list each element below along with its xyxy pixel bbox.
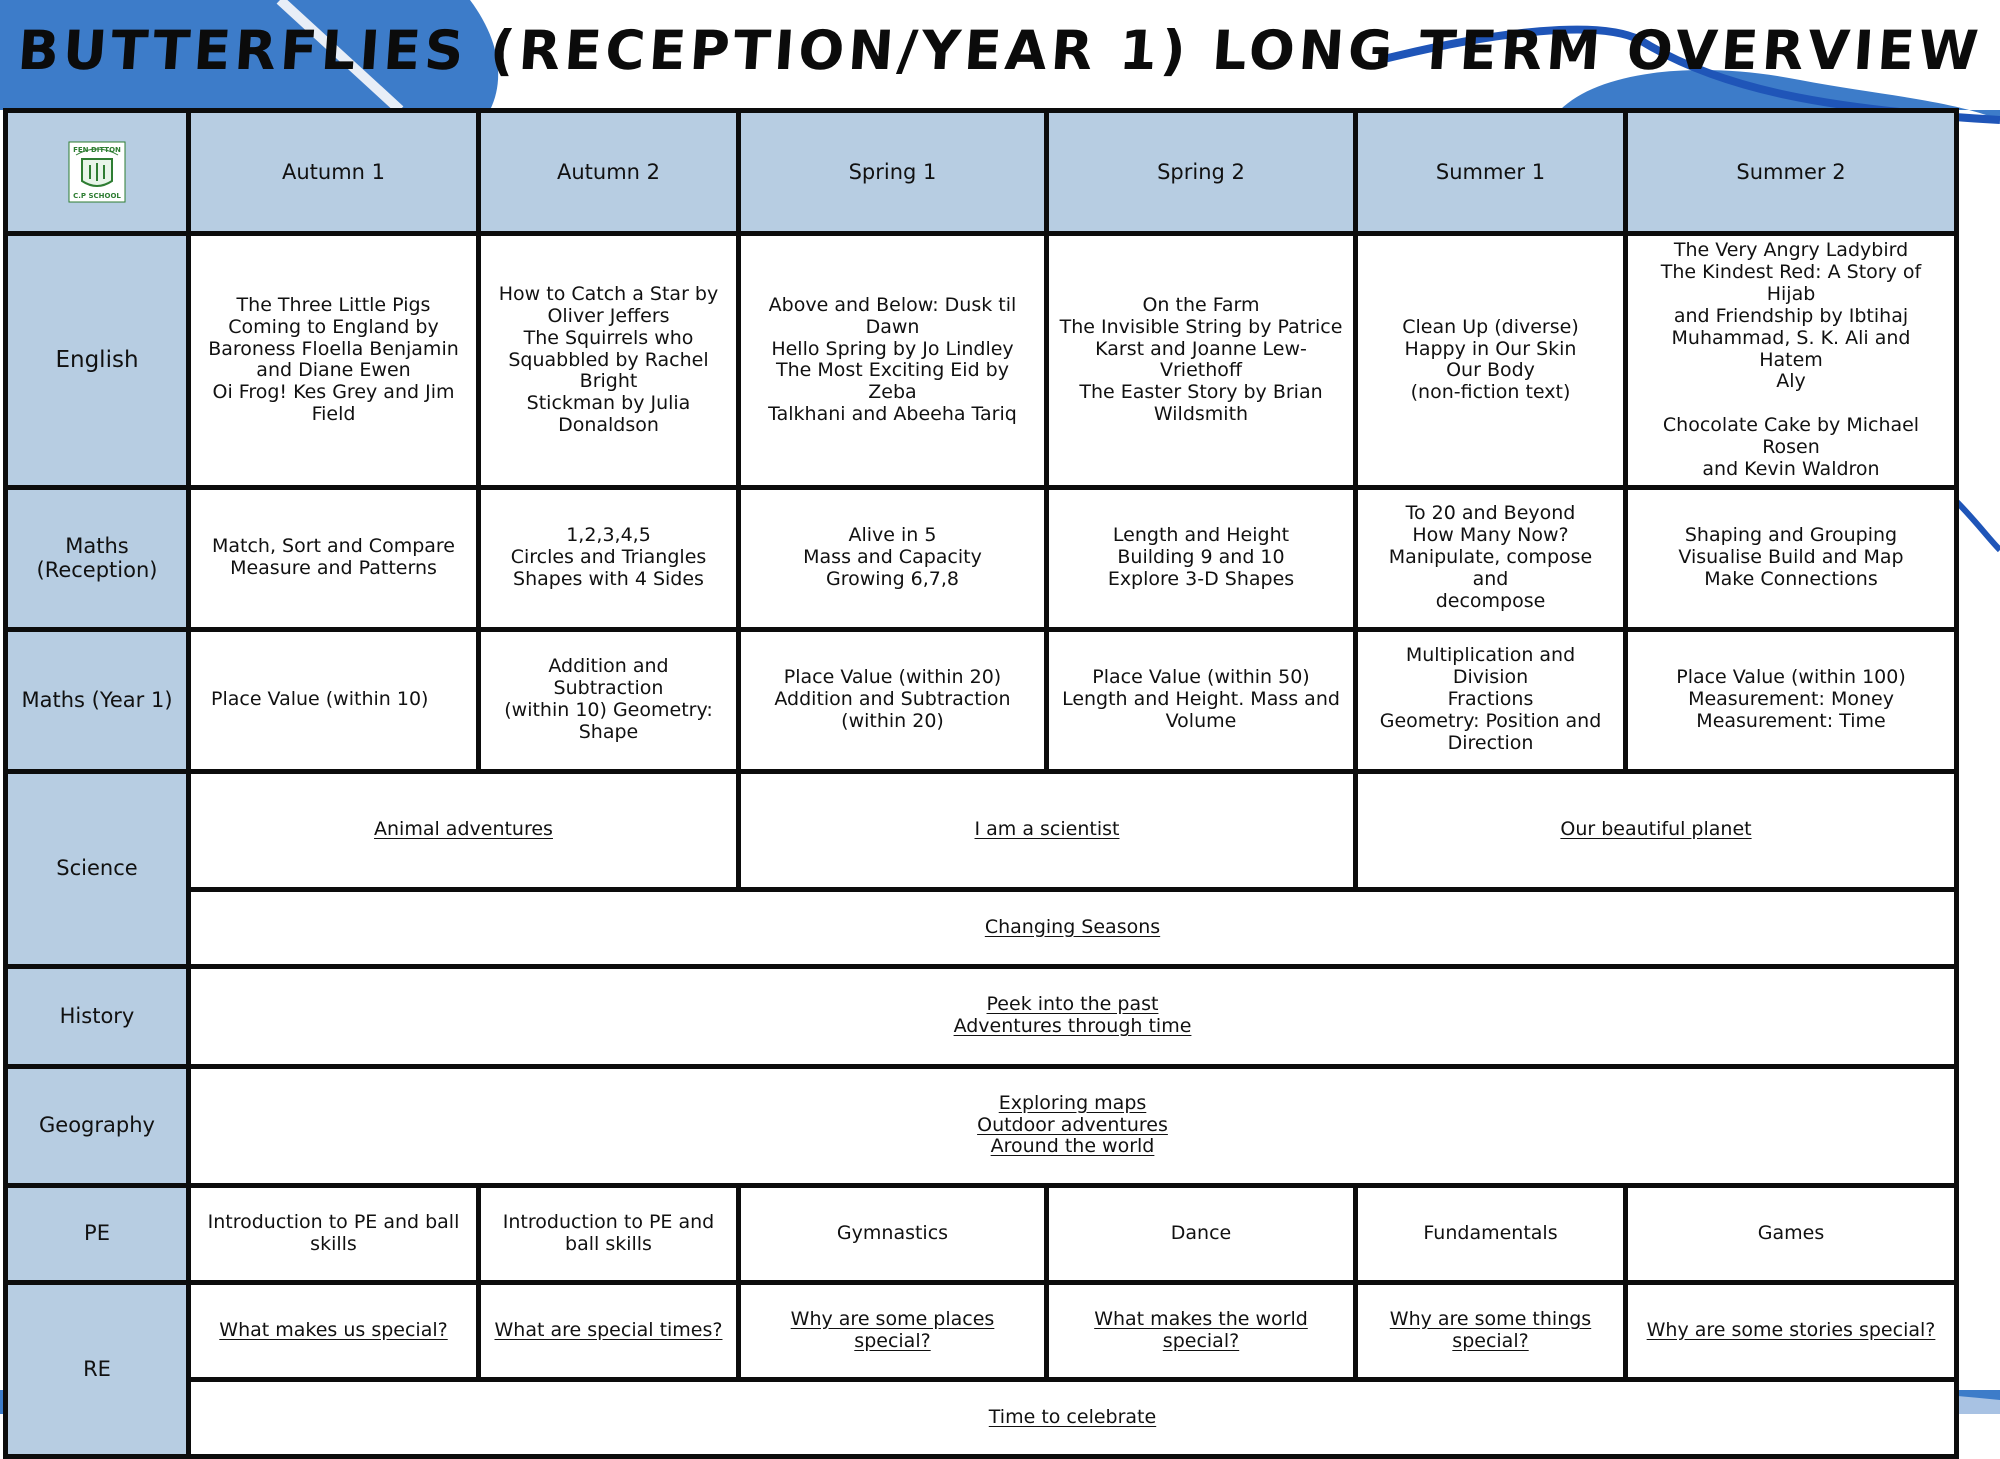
history-row (6, 966, 1957, 1066)
science-row-terms (6, 771, 1957, 889)
geography-link[interactable]: Exploring maps Outdoor adventures Around the world (977, 1091, 1168, 1158)
subject-maths-year1: Maths (Year 1) (6, 629, 189, 771)
geography-row (6, 1066, 1957, 1185)
school-logo-cell (6, 111, 189, 234)
science-summer-link[interactable]: Our beautiful planet (1560, 818, 1752, 841)
science-summer (1356, 771, 1957, 889)
subject-science: Science (6, 771, 189, 966)
pe-autumn-2: Introduction to PE and ball skills (479, 1185, 739, 1282)
history-year (189, 966, 1957, 1066)
pe-spring-2: Dance (1047, 1185, 1356, 1282)
maths-reception-summer-1: To 20 and Beyond How Many Now? Manipulate, compose and decompose (1356, 487, 1626, 629)
re-summer-2 (1626, 1282, 1957, 1379)
svg-text:C.P SCHOOL: C.P SCHOOL (73, 192, 121, 201)
science-autumn (189, 771, 739, 889)
maths-reception-summer-2: Shaping and Grouping Visualise Build and Map Make Connections (1626, 487, 1957, 629)
term-header-spring-1: Spring 1 (739, 111, 1047, 234)
re-summer-1 (1356, 1282, 1626, 1379)
subject-english: English (6, 234, 189, 487)
maths-year1-summer-2: Place Value (within 100) Measurement: Money Measurement: Time (1626, 629, 1957, 771)
re-autumn-2-link[interactable]: What are special times? (494, 1318, 723, 1341)
english-autumn-1: The Three Little Pigs Coming to England by Baroness Floella Benjamin and Diane Ewen Oi Frog! Kes Grey and Jim Field (189, 234, 479, 487)
science-spring (739, 771, 1356, 889)
page-title: BUTTERFLIES (RECEPTION/YEAR 1) LONG TERM OVERVIEW (15, 18, 1985, 82)
pe-autumn-1: Introduction to PE and ball skills (189, 1185, 479, 1282)
term-header-autumn-2: Autumn 2 (479, 111, 739, 234)
science-year (189, 889, 1957, 966)
re-summer-1-link[interactable]: Why are some things special? (1389, 1307, 1592, 1352)
subject-maths-reception: Maths (Reception) (6, 487, 189, 629)
re-autumn-1-link[interactable]: What makes us special? (219, 1318, 448, 1341)
term-header-summer-1: Summer 1 (1356, 111, 1626, 234)
subject-geography: Geography (6, 1066, 189, 1185)
english-summer-1: Clean Up (diverse) Happy in Our Skin Our Body (non-fiction text) (1356, 234, 1626, 487)
school-logo (68, 141, 126, 203)
english-summer-2: The Very Angry Ladybird The Kindest Red: A Story of Hijab and Friendship by Ibtihaj Muhammad, S. K. Ali and Hatem Aly Chocolate Cake by Michael Rosen and Kevin Waldron (1626, 234, 1957, 487)
maths-year1-autumn-1: Place Value (within 10) (189, 629, 479, 771)
english-row (6, 234, 1957, 487)
science-row-year (6, 889, 1957, 966)
re-year-link[interactable]: Time to celebrate (988, 1405, 1157, 1428)
subject-pe: PE (6, 1185, 189, 1282)
svg-text:FEN DITTON: FEN DITTON (73, 146, 121, 155)
re-row-year (6, 1379, 1957, 1456)
term-header-spring-2: Spring 2 (1047, 111, 1356, 234)
pe-summer-2: Games (1626, 1185, 1957, 1282)
term-header-autumn-1: Autumn 1 (189, 111, 479, 234)
science-spring-link[interactable]: I am a scientist (974, 818, 1120, 841)
maths-year1-spring-2: Place Value (within 50) Length and Height. Mass and Volume (1047, 629, 1356, 771)
re-summer-2-link[interactable]: Why are some stories special? (1646, 1318, 1936, 1341)
header-row (6, 111, 1957, 234)
science-year-link[interactable]: Changing Seasons (984, 915, 1161, 938)
pe-summer-1: Fundamentals (1356, 1185, 1626, 1282)
geography-year (189, 1066, 1957, 1185)
re-spring-2-link[interactable]: What makes the world special? (1094, 1307, 1308, 1352)
maths-reception-row (6, 487, 1957, 629)
science-autumn-link[interactable]: Animal adventures (374, 818, 553, 841)
english-spring-2: On the Farm The Invisible String by Patrice Karst and Joanne Lew- Vriethoff The Easter Story by Brian Wildsmith (1047, 234, 1356, 487)
maths-year1-autumn-2: Addition and Subtraction (within 10) Geometry: Shape (479, 629, 739, 771)
maths-reception-spring-1: Alive in 5 Mass and Capacity Growing 6,7,8 (739, 487, 1047, 629)
subject-history: History (6, 966, 189, 1066)
maths-year1-summer-1: Multiplication and Division Fractions Geometry: Position and Direction (1356, 629, 1626, 771)
term-header-summer-2: Summer 2 (1626, 111, 1957, 234)
pe-row (6, 1185, 1957, 1282)
re-spring-1 (739, 1282, 1047, 1379)
maths-year1-row (6, 629, 1957, 771)
english-autumn-2: How to Catch a Star by Oliver Jeffers The Squirrels who Squabbled by Rachel Bright Stickman by Julia Donaldson (479, 234, 739, 487)
pe-spring-1: Gymnastics (739, 1185, 1047, 1282)
maths-year1-spring-1: Place Value (within 20) Addition and Subtraction (within 20) (739, 629, 1047, 771)
overview-table (3, 108, 1959, 1459)
re-autumn-1 (189, 1282, 479, 1379)
re-spring-1-link[interactable]: Why are some places special? (790, 1307, 995, 1352)
maths-reception-spring-2: Length and Height Building 9 and 10 Explore 3-D Shapes (1047, 487, 1356, 629)
maths-reception-autumn-2: 1,2,3,4,5 Circles and Triangles Shapes with 4 Sides (479, 487, 739, 629)
re-row-terms (6, 1282, 1957, 1379)
english-spring-1: Above and Below: Dusk til Dawn Hello Spring by Jo Lindley The Most Exciting Eid by Zeba Talkhani and Abeeha Tariq (739, 234, 1047, 487)
re-spring-2 (1047, 1282, 1356, 1379)
history-link[interactable]: Peek into the past Adventures through time (953, 993, 1192, 1038)
maths-reception-autumn-1: Match, Sort and Compare Measure and Patterns (189, 487, 479, 629)
subject-re: RE (6, 1282, 189, 1456)
re-autumn-2 (479, 1282, 739, 1379)
re-year (189, 1379, 1957, 1456)
